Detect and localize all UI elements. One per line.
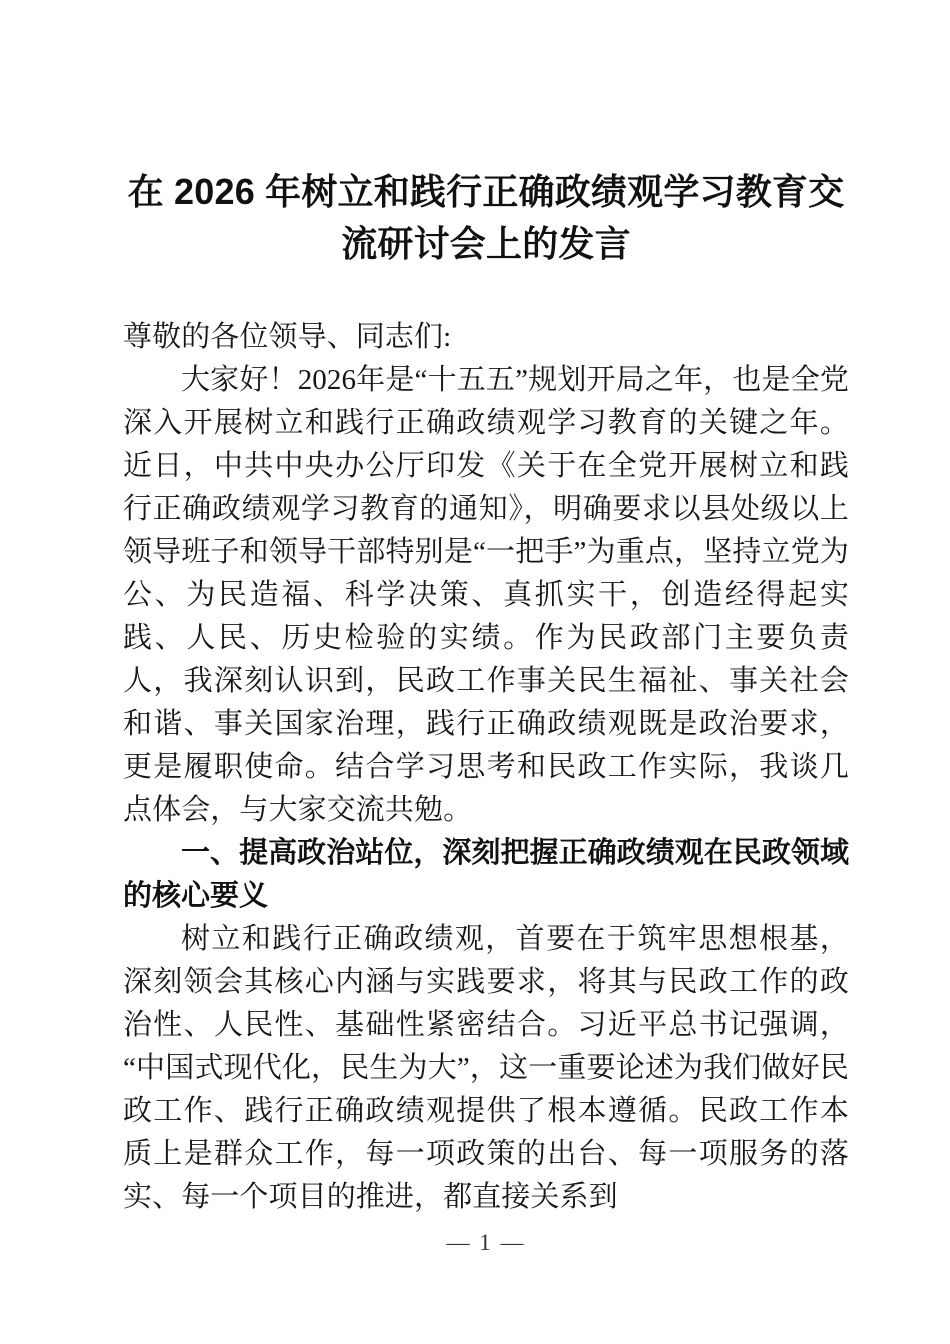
page-number-footer: — 1 —	[446, 1230, 526, 1255]
body-paragraph: 大家好！2026年是“十五五”规划开局之年，也是全党深入开展树立和践行正确政绩观学习教育的关键之年。近日，中共中央办公厅印发《关于在全党开展树立和践行正确政绩观学习教育的通知》，明确要求以县处级以上领导班子和领导干部特别是“一把手”为重点，坚持立党为公、为民造福、科学决策、真抓实干，创造经得起实践、人民、历史检验的实绩。作为民政部门主要负责人，我深刻认识到，民政工作事关民生福祉、事关社会和谐、事关国家治理，践行正确政绩观既是政治要求，更是履职使命。结合学习思考和民政工作实际，我谈几点体会，与大家交流共勉。	[123, 364, 849, 826]
body-paragraph: 树立和践行正确政绩观，首要在于筑牢思想根基，深刻领会其核心内涵与实践要求，将其与民政工作的政治性、人民性、基础性紧密结合。习近平总书记强调，“中国式现代化，民生为大”，这一重要论述为我们做好民政工作、践行正确政绩观提供了根本遵循。民政工作本质上是群众工作，每一项政策的出台、每一项服务的落实、每一个项目的推进，都直接关系到	[123, 923, 849, 1213]
section-heading-one: 一、提高政治站位，深刻把握正确政绩观在民政领域的核心要义	[123, 837, 849, 912]
salutation-line: 尊敬的各位领导、同志们:	[123, 321, 452, 353]
page-content	[123, 0, 849, 1219]
page-title: 在 2026 年树立和践行正确政绩观学习教育交流研讨会上的发言	[127, 171, 845, 264]
